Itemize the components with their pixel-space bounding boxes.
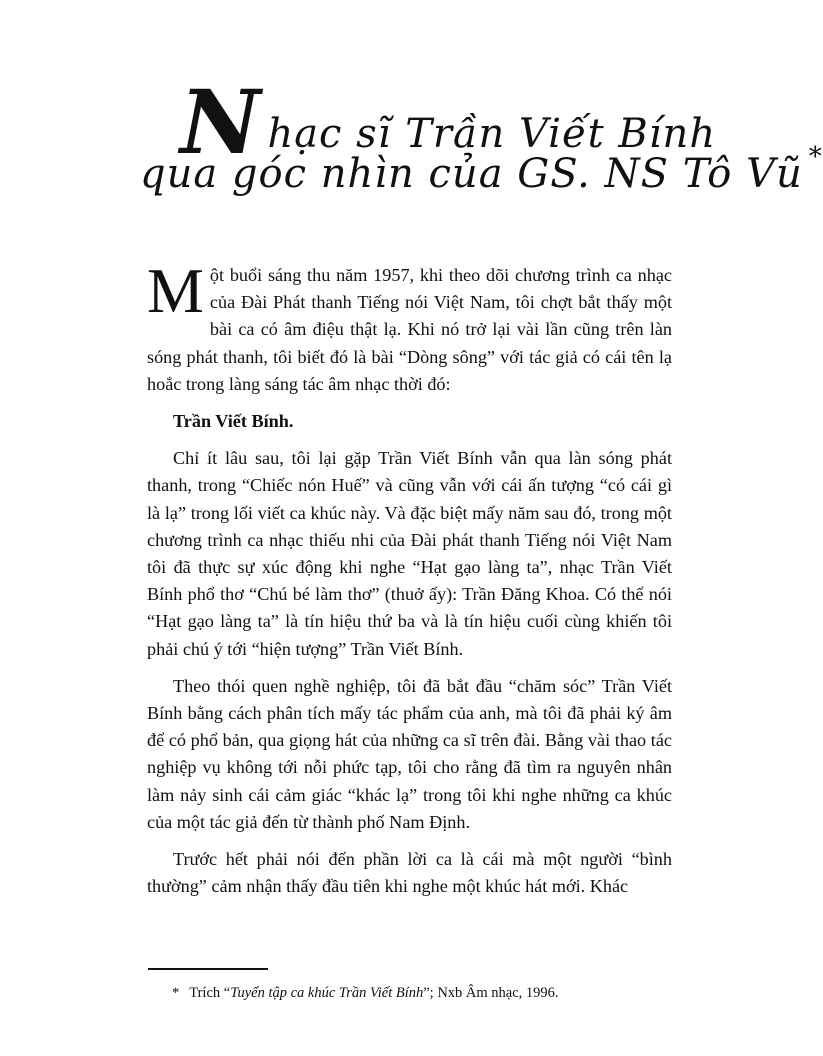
title-line-2-text: qua góc nhìn của GS. NS Tô Vũ xyxy=(140,151,803,197)
composer-name-line: Trần Viết Bính. xyxy=(173,411,294,432)
footnote-source-title: Tuyển tập ca khúc Trần Viết Bính xyxy=(230,985,424,1001)
title-dropcap: N xyxy=(180,70,262,174)
body-text xyxy=(147,255,672,910)
footnote-marker: * xyxy=(172,985,180,1001)
paragraph-dropcap: M xyxy=(147,255,204,326)
paragraph-1 xyxy=(147,255,672,398)
paragraph-3: Theo thói quen nghề nghiệp, tôi đã bắt đầu “chăm sóc” Trần Viết Bính bằng cách phân tích mấy tác phẩm của anh, mà tôi đã phải ký âm để có phổ bản, qua giọng hát của những ca sĩ trên đài. Bằng vài thao tác nghiệp vụ không tới nỗi phức tạp, tôi cho rằng đã tìm ra nguyên nhân làm nảy sinh cái cảm giác “khác lạ” trong tôi khi nghe những ca khúc của một tác giả đến từ thành phố Nam Định. xyxy=(147,675,672,832)
title-line-1-text: hạc sĩ Trần Viết Bính xyxy=(267,111,717,157)
paragraph-1-text: ột buổi sáng thu năm 1957, khi theo dõi chương trình ca nhạc của Đài Phát thanh Tiếng nói Việt Nam, tôi chợt bắt thấy một bài ca có âm điệu thật lạ. Khi nó trở lại vài lần cũng trên làn sóng phát thanh, tôi biết đó là bài “Dòng sông” với tác giả có cái tên lạ hoắc trong làng sáng tác âm nhạc thời đó: xyxy=(147,265,672,394)
title-line-2 xyxy=(140,142,823,197)
footnote-suffix: ”; Nxb Âm nhạc, 1996. xyxy=(423,985,559,1001)
paragraph-2: Chỉ ít lâu sau, tôi lại gặp Trần Viết Bính vẫn qua làn sóng phát thanh, trong “Chiếc nón Huế” và cũng vẫn với cái ấn tượng “có cái gì là lạ” trong lối viết ca khúc này. Và đặc biệt mấy năm sau đó, trong một chương trình ca nhạc thiếu nhi của Đài phát thanh Tiếng nói Việt Nam tôi đã thực sự xúc động khi nghe “Hạt gạo làng ta”, nhạc Trần Viết Bính phổ thơ “Chú bé làm thơ” (thuở ấy): Trần Đăng Khoa. Có thể nói “Hạt gạo làng ta” là tín hiệu thứ ba và là tín hiệu cuối cùng khiến tôi phải chú ý tới “hiện tượng” Trần Viết Bính. xyxy=(147,448,672,659)
footnote-divider xyxy=(148,968,268,970)
footnote-prefix: Trích “ xyxy=(189,985,231,1001)
footnote xyxy=(172,985,559,1002)
paragraph-4: Trước hết phải nói đến phần lời ca là cái mà một người “bình thường” cảm nhận thấy đầu tiên khi nghe một khúc hát mới. Khác xyxy=(147,849,672,897)
title-footnote-marker: * xyxy=(808,142,823,172)
